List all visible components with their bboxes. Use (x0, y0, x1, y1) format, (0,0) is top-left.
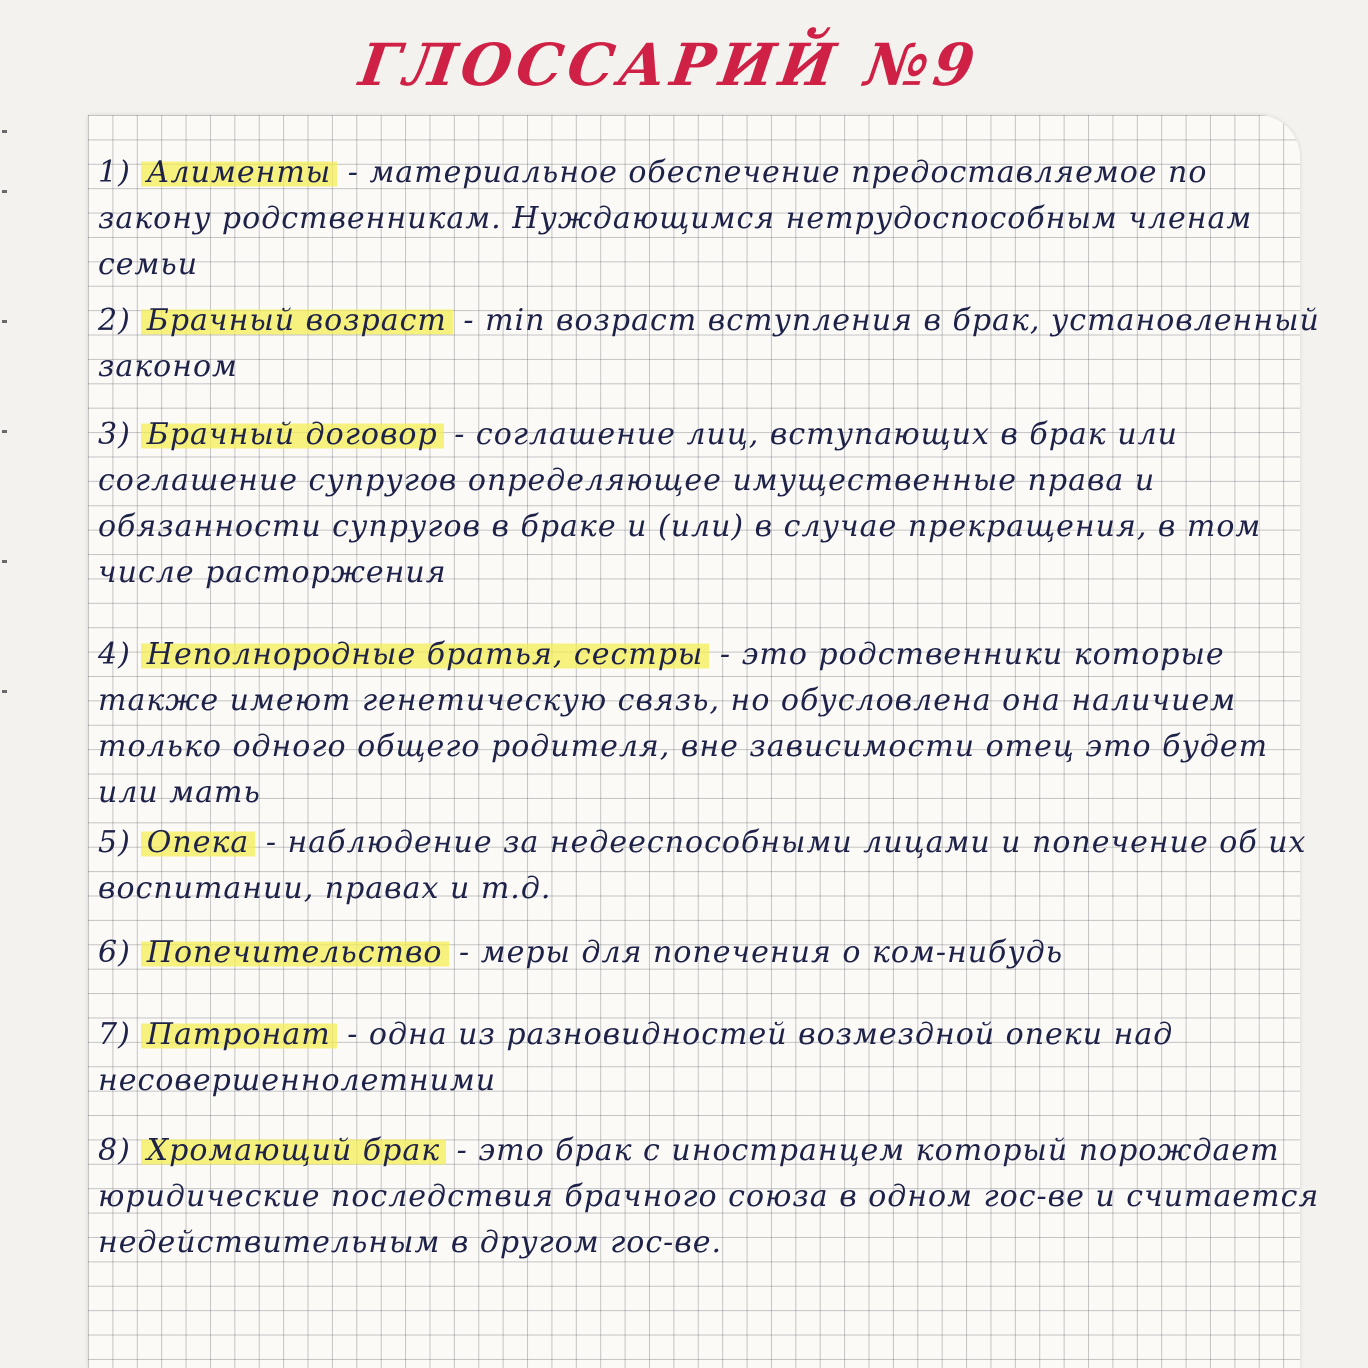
entry-number: 3) (98, 417, 131, 452)
entry-number: 5) (98, 825, 131, 860)
entry-term: Патронат (141, 1017, 337, 1052)
entry-definition: - это родственники которые также имеют генетическую связь, но обусловлена она наличием только одного общего родителя, вне зависимости отец это будет или мать (98, 637, 1269, 810)
entry-number: 7) (98, 1017, 131, 1052)
entry-number: 1) (98, 155, 131, 190)
entry-definition: - одна из разновидностей возмездной опеки над несовершеннолетними (98, 1017, 1174, 1098)
title-number: №9 (860, 31, 984, 99)
glossary-entry-2 (98, 298, 1326, 390)
page-title (354, 24, 1006, 106)
glossary-entry-4 (98, 632, 1326, 816)
glossary-entry-7 (98, 1012, 1326, 1104)
binder-marks (0, 130, 12, 1030)
entry-term: Алименты (141, 155, 337, 190)
entry-term: Опека (141, 825, 255, 860)
entry-definition: - соглашение лиц, вступающих в брак или соглашение супругов определяющее имущественные права и обязанности супругов в браке и (или) в случае прекращения, в том числе расторжения (98, 417, 1262, 590)
glossary-entry-5 (98, 820, 1326, 912)
entry-term: Брачный возраст (141, 303, 453, 338)
glossary-entry-3 (98, 412, 1326, 596)
glossary-entry-8 (98, 1128, 1326, 1266)
entry-number: 4) (98, 637, 131, 672)
glossary-entry-1 (98, 150, 1326, 288)
glossary-entry-6 (98, 930, 1326, 976)
entry-definition: - материальное обеспечение предоставляемое по закону родственникам. Нуждающимся нетрудоспособным членам семьи (98, 155, 1253, 282)
entry-definition: - меры для попечения о ком-нибудь (459, 935, 1064, 970)
entry-term: Брачный договор (141, 417, 444, 452)
entry-number: 2) (98, 303, 131, 338)
entry-term: Хромающий брак (141, 1133, 446, 1168)
entry-definition: - min возраст вступления в брак, установленный законом (98, 303, 1320, 384)
entry-definition: - это брак с иностранцем который порождает юридические последствия брачного союза в одном гос-ве и считается недействительным в другом гос-ве. (98, 1133, 1320, 1260)
entry-term: Неполнородные братья, сестры (141, 637, 710, 672)
entry-number: 6) (98, 935, 131, 970)
entry-term: Попечительство (141, 935, 449, 970)
entry-definition: - наблюдение за недееспособными лицами и попечение об их воспитании, правах и т.д. (98, 825, 1307, 906)
entry-number: 8) (98, 1133, 131, 1168)
title-text: ГЛОССАРИЙ (355, 31, 845, 99)
